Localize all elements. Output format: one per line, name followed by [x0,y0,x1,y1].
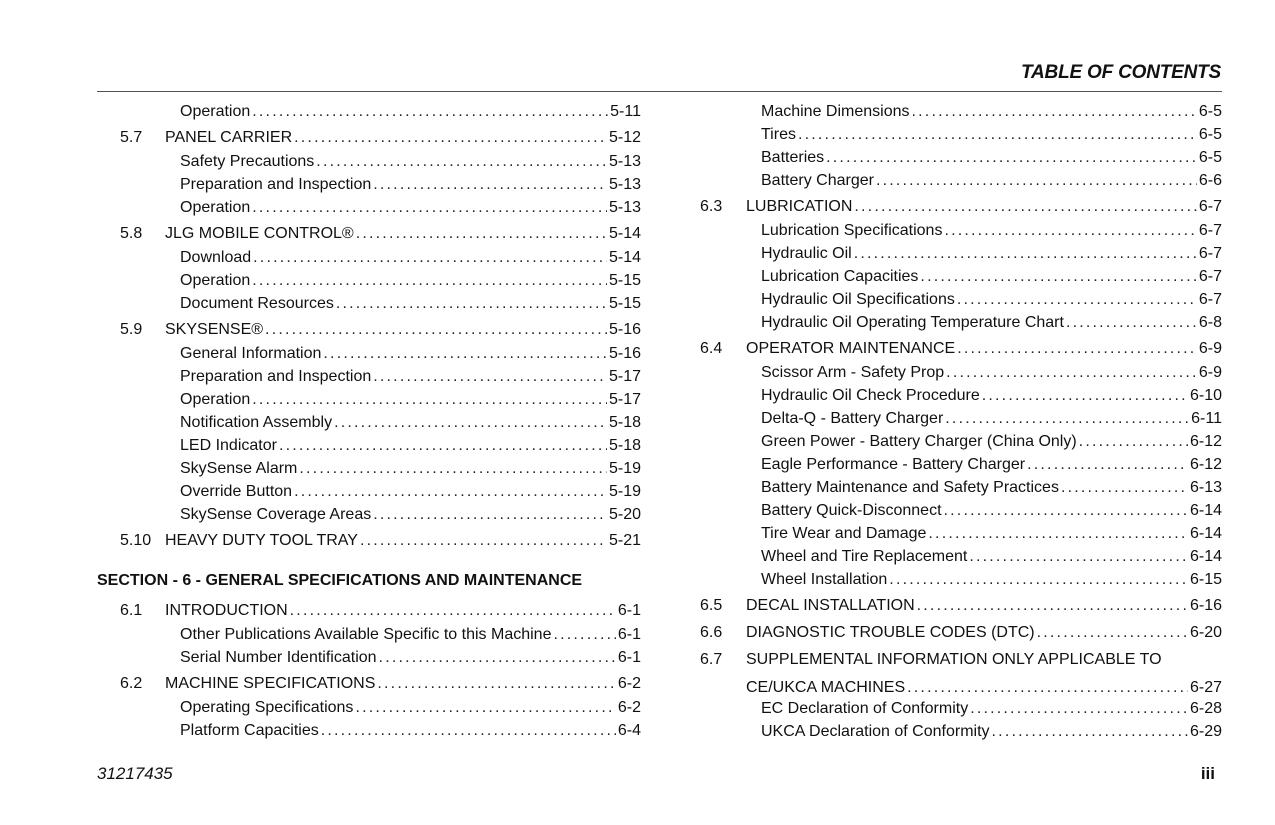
toc-entry-page: 6-6 [1198,172,1222,189]
toc-entry-title: Scissor Arm - Safety Prop [761,364,945,381]
toc-entry-line [761,100,1222,123]
toc-entry-title: Battery Quick-Disconnect [761,502,942,519]
toc-entry-title: Platform Capacities [180,722,319,739]
toc-entry-number: 6.6 [700,624,723,641]
toc-subentry[interactable] [700,522,1222,545]
toc-subentry[interactable] [700,697,1222,720]
toc-entry-page: 6-7 [1198,291,1222,308]
dot-leader [334,411,607,434]
dot-leader [889,568,1188,591]
toc-subentry[interactable] [97,292,641,315]
toc-entry-page: 6-1 [617,649,641,666]
dot-leader [945,407,1189,430]
toc-entry-page: 6-4 [617,722,641,739]
toc-entry-line [761,219,1222,242]
dot-leader [316,150,607,173]
toc-entry-page: 5-19 [608,460,641,477]
toc-entry-title: Lubrication Specifications [761,222,943,239]
toc-entry-page: 5-12 [608,129,641,146]
dot-leader [290,599,616,622]
toc-entry-page: 6-14 [1189,548,1222,565]
toc-entry-page: 5-16 [608,321,641,338]
dot-leader [373,365,607,388]
toc-entry-number: 5.7 [120,129,143,146]
dot-leader [982,384,1188,407]
dot-leader [299,457,607,480]
toc-entry-line [761,242,1222,265]
toc-subentry[interactable] [700,476,1222,499]
toc-subentry[interactable] [97,719,641,742]
toc-entry-line [180,150,641,173]
toc-entry-number: 6.7 [700,651,723,668]
toc-subentry[interactable] [700,242,1222,265]
toc-entry-page: 6-29 [1189,723,1222,740]
toc-entry-title: General Information [180,345,322,362]
dot-leader [826,146,1197,169]
toc-entry-title: Override Button [180,483,293,500]
toc-entry-line [180,646,641,669]
dot-leader [944,499,1188,522]
dot-leader [355,696,615,719]
dot-leader [553,623,615,646]
toc-entry-page: 6-14 [1189,525,1222,542]
toc-entry-page: 6-5 [1198,149,1222,166]
toc-entry-page: 5-15 [608,295,641,312]
toc-entry-line [746,594,1222,617]
toc-entry-page: 5-17 [608,368,641,385]
toc-entry-page: 6-11 [1191,410,1222,427]
toc-entry-page: 6-20 [1189,624,1222,641]
dot-leader [252,196,607,219]
toc-entry-title: Hydraulic Oil Specifications [761,291,955,308]
toc-entry-line [180,246,641,269]
dot-leader [265,318,607,341]
toc-entry-page: 6-5 [1198,103,1222,120]
toc-entry-line [180,623,641,646]
toc-entry-title: SKYSENSE® [165,321,264,338]
dot-leader [944,219,1196,242]
toc-subentry[interactable] [700,265,1222,288]
dot-leader [323,342,607,365]
toc-subentry[interactable] [700,123,1222,146]
toc-entry[interactable] [700,594,1222,618]
toc-entry-line [761,169,1222,192]
toc-entry-line [761,407,1222,430]
toc-entry-line [180,719,641,742]
toc-entry-line [165,222,641,245]
toc-subentry[interactable] [97,434,641,457]
toc-entry-page: 5-20 [608,506,641,523]
toc-entry-line [761,453,1222,476]
toc-entry-page: 6-5 [1198,126,1222,143]
toc-subentry[interactable] [700,146,1222,169]
toc-entry-title: Machine Dimensions [761,103,910,120]
toc-entry-line [180,365,641,388]
toc-entry[interactable] [97,599,641,623]
dot-leader [920,265,1196,288]
toc-subentry[interactable] [700,384,1222,407]
dot-leader [294,480,607,503]
toc-entry-title: Tire Wear and Damage [761,525,927,542]
toc-entry[interactable] [97,318,641,342]
dot-leader [253,246,607,269]
toc-entry-line [761,123,1222,146]
toc-entry[interactable] [700,195,1222,219]
toc-entry-title: Battery Maintenance and Safety Practices [761,479,1059,496]
toc-subentry[interactable] [700,453,1222,476]
toc-subentry[interactable] [97,696,641,719]
toc-entry-page: 5-13 [608,176,641,193]
toc-entry-page: 6-2 [617,699,641,716]
toc-entry-line [761,288,1222,311]
toc-entry-title: LED Indicator [180,437,277,454]
toc-entry-title: HEAVY DUTY TOOL TRAY [165,532,358,549]
toc-entry-title: PANEL CARRIER [165,129,293,146]
toc-entry-page: 5-11 [610,103,641,120]
toc-entry-page: 6-2 [617,675,641,692]
toc-entry-line [761,384,1222,407]
toc-entry-page: 6-9 [1198,340,1222,357]
toc-entry-title: Operation [180,272,251,289]
toc-entry-title: Other Publications Available Specific to this Machine [180,626,552,643]
toc-entry-line [761,361,1222,384]
dot-leader [1061,476,1188,499]
toc-entry[interactable] [700,621,1222,645]
toc-entry-page: 5-19 [608,483,641,500]
toc-entry-page: 6-13 [1189,479,1222,496]
toc-entry-title: Battery Charger [761,172,874,189]
toc-entry-page: 6-8 [1198,314,1222,331]
toc-entry-page: 5-14 [608,249,641,266]
toc-entry-title: Operation [180,199,251,216]
toc-entry-title: Batteries [761,149,825,166]
toc-entry-title: SkySense Coverage Areas [180,506,372,523]
toc-entry-line [180,100,641,123]
toc-entry-title: INTRODUCTION [165,602,288,619]
toc-subentry[interactable] [97,196,641,219]
toc-entry-title: Lubrication Capacities [761,268,919,285]
toc-entry-page: 6-1 [617,626,641,643]
dot-leader [373,503,607,526]
toc-subentry[interactable] [700,100,1222,123]
dot-leader [1079,430,1188,453]
dot-leader [969,545,1188,568]
toc-entry-page: 5-21 [608,532,641,549]
toc-subentry[interactable] [97,623,641,646]
toc-entry-page: 6-7 [1198,198,1222,215]
toc-subentry[interactable] [700,545,1222,568]
toc-entry-title: Wheel Installation [761,571,888,588]
toc-entry-page: 5-14 [608,225,641,242]
toc-entry-page: 5-16 [608,345,641,362]
toc-subentry[interactable] [97,150,641,173]
toc-entry-line [761,720,1222,743]
toc-entry-line [746,337,1222,360]
toc-entry-title: SUPPLEMENTAL INFORMATION ONLY APPLICABLE TO [746,651,1162,668]
toc-entry-title: Preparation and Inspection [180,176,372,193]
toc-entry-number: 5.10 [120,532,152,549]
toc-entry-line [180,342,641,365]
dot-leader [321,719,616,742]
toc-entry-page: 6-7 [1198,245,1222,262]
toc-entry-line [180,411,641,434]
dot-leader [912,100,1197,123]
toc-entry-page: 5-13 [608,153,641,170]
toc-entry-line [180,196,641,219]
toc-entry-title: SkySense Alarm [180,460,298,477]
toc-entry-number: 6.3 [700,198,723,215]
toc-entry-line [761,568,1222,591]
toc-entry[interactable] [700,337,1222,361]
toc-subentry[interactable] [700,568,1222,591]
dot-leader [917,594,1188,617]
toc-entry-title: OPERATOR MAINTENANCE [746,340,956,357]
dot-leader [356,222,607,245]
toc-subentry[interactable] [97,480,641,503]
toc-entry-number: 6.1 [120,602,143,619]
dot-leader [360,529,607,552]
toc-subentry[interactable] [97,246,641,269]
toc-subentry[interactable] [97,411,641,434]
toc-entry-line [746,648,1222,671]
dot-leader [854,242,1197,265]
toc-entry-number: 5.8 [120,225,143,242]
toc-entry[interactable] [97,672,641,696]
toc-subentry[interactable] [97,365,641,388]
toc-entry-line [165,318,641,341]
dot-leader [252,388,607,411]
toc-entry-title: Operating Specifications [180,699,354,716]
toc-entry-number: 6.5 [700,597,723,614]
toc-subentry[interactable] [700,720,1222,743]
toc-entry[interactable] [97,222,641,246]
toc-subentry[interactable] [700,169,1222,192]
toc-entry-page: 6-7 [1198,268,1222,285]
toc-entry-title: Document Resources [180,295,334,312]
toc-entry-line [180,696,641,719]
dot-leader [957,288,1197,311]
toc-entry-title: Wheel and Tire Replacement [761,548,968,565]
toc-entry-line [761,311,1222,334]
dot-leader [379,646,616,669]
dot-leader [876,169,1197,192]
toc-entry-title: Hydraulic Oil Operating Temperature Chart [761,314,1064,331]
toc-entry[interactable] [700,676,1222,697]
toc-entry-page: 6-7 [1198,222,1222,239]
toc-entry-title: Hydraulic Oil [761,245,852,262]
toc-entry-line [165,126,641,149]
toc-entry-title: DECAL INSTALLATION [746,597,915,614]
dot-leader [336,292,607,315]
dot-leader [854,195,1196,218]
toc-subentry[interactable] [97,388,641,411]
toc-entry-page: 5-13 [608,199,641,216]
toc-entry-page: 6-28 [1189,700,1222,717]
toc-entry-number: 5.9 [120,321,143,338]
toc-entry-line [746,195,1222,218]
dot-leader [252,269,607,292]
dot-leader [798,123,1197,146]
toc-entry-line [761,146,1222,169]
dot-leader [992,720,1188,743]
toc-entry-title: JLG MOBILE CONTROL® [165,225,354,242]
toc-entry-line [165,599,641,622]
toc-entry-page: 6-1 [617,602,641,619]
dot-leader [1027,453,1188,476]
toc-entry-line [180,457,641,480]
toc-entry-number: 6.4 [700,340,723,357]
toc-entry-title: EC Declaration of Conformity [761,700,969,717]
toc-subentry[interactable] [700,499,1222,522]
toc-entry-title: Download [180,249,252,266]
toc-entry-title: CE/UKCA MACHINES [746,679,906,696]
toc-entry[interactable] [700,648,1222,673]
dot-leader [377,672,615,695]
dot-leader [970,697,1188,720]
toc-subentry[interactable] [97,269,641,292]
toc-subentry[interactable] [700,219,1222,242]
toc-entry-title: LUBRICATION [746,198,853,215]
toc-entry-line [761,430,1222,453]
toc-subentry[interactable] [700,311,1222,334]
dot-leader [957,337,1197,360]
toc-entry-line [180,173,641,196]
section-heading: SECTION - 6 - GENERAL SPECIFICATIONS AND MAINTENANCE [97,572,583,589]
toc-entry-line [180,480,641,503]
toc-entry-page: 6-12 [1189,456,1222,473]
toc-entry-page: 6-16 [1189,597,1222,614]
dot-leader [1066,311,1197,334]
toc-entry-title: Operation [180,391,251,408]
toc-subentry[interactable] [97,173,641,196]
toc-entry-title: Delta-Q - Battery Charger [761,410,944,427]
page-number: iii [1200,764,1215,783]
toc-entry-title: DIAGNOSTIC TROUBLE CODES (DTC) [746,624,1035,641]
toc-entry-line [761,265,1222,288]
toc-entry-line [180,503,641,526]
toc-entry-number: 6.2 [120,675,143,692]
toc-subentry[interactable] [97,342,641,365]
toc-entry-line [746,676,1222,699]
dot-leader [294,126,607,149]
toc-entry-line [165,672,641,695]
dot-leader [252,100,608,123]
toc-entry-title: Safety Precautions [180,153,315,170]
toc-entry-line [180,434,641,457]
toc-subentry[interactable] [97,503,641,526]
toc-entry-page: 5-18 [608,437,641,454]
toc-entry-title: Notification Assembly [180,414,333,431]
toc-entry-title: Tires [761,126,796,143]
toc-entry-page: 5-17 [608,391,641,408]
toc-entry-page: 6-15 [1189,571,1222,588]
dot-leader [907,676,1188,699]
toc-subentry[interactable] [97,646,641,669]
toc-entry-page: 6-14 [1189,502,1222,519]
toc-subentry[interactable] [700,430,1222,453]
toc-entry-line [180,292,641,315]
dot-leader [1037,621,1188,644]
toc-entry-title: Eagle Performance - Battery Charger [761,456,1026,473]
header-divider [97,91,1222,92]
dot-leader [279,434,607,457]
document-number: 31217435 [97,764,173,783]
toc-left-column [97,100,641,742]
toc-entry-line [180,388,641,411]
toc-entry-title: UKCA Declaration of Conformity [761,723,990,740]
toc-entry-title: Green Power - Battery Charger (China Only) [761,433,1077,450]
toc-entry-line [180,269,641,292]
page-header-title: TABLE OF CONTENTS [1021,62,1221,83]
toc-entry-line [761,697,1222,720]
toc-entry-title: Serial Number Identification [180,649,377,666]
toc-entry-title: Preparation and Inspection [180,368,372,385]
toc-entry-page: 5-18 [608,414,641,431]
toc-entry-page: 6-27 [1189,679,1222,696]
toc-entry[interactable] [97,529,641,553]
toc-subentry[interactable] [700,361,1222,384]
toc-entry-title: MACHINE SPECIFICATIONS [165,675,376,692]
toc-entry-line [761,545,1222,568]
toc-entry-title: Hydraulic Oil Check Procedure [761,387,980,404]
toc-subentry[interactable] [97,457,641,480]
toc-entry-line [746,621,1222,644]
toc-entry[interactable] [97,126,641,150]
dot-leader [946,361,1197,384]
toc-right-column [700,100,1222,743]
dot-leader [928,522,1188,545]
toc-subentry[interactable] [700,288,1222,311]
dot-leader [373,173,607,196]
toc-entry-title: Operation [180,103,251,120]
toc-entry-line [761,522,1222,545]
toc-entry-page: 6-9 [1198,364,1222,381]
toc-entry-page: 6-12 [1189,433,1222,450]
toc-subentry[interactable] [700,407,1222,430]
toc-entry-line [165,529,641,552]
toc-subentry[interactable] [97,100,641,123]
toc-entry-page: 6-10 [1189,387,1222,404]
toc-entry-page: 5-15 [608,272,641,289]
toc-entry-line [761,499,1222,522]
toc-entry-line [761,476,1222,499]
